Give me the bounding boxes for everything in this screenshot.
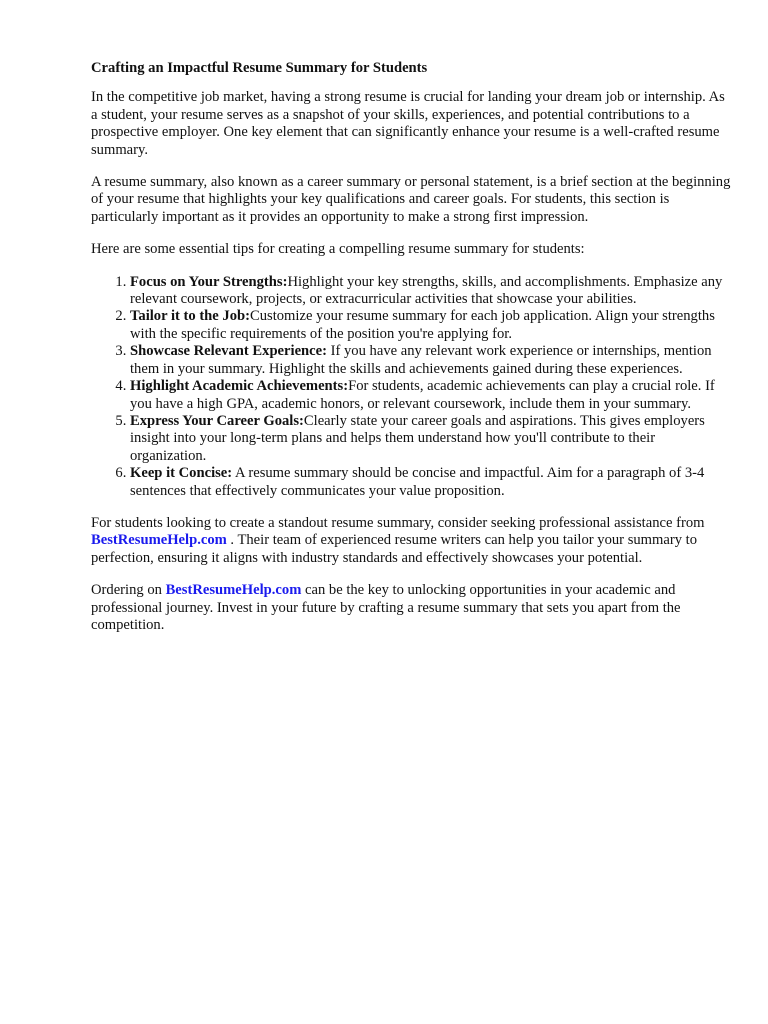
tips-intro-paragraph: Here are some essential tips for creating a compelling resume summary for students: <box>91 241 585 258</box>
closing-text-after: can be the key to unlocking opportunities in your academic and professional journey. Invest in your future by crafting a resume summary that sets you apart from the competition. <box>91 582 681 633</box>
tip-text: Customize your resume summary for each job application. Align your strengths with the specific requirements of the position you're applying for. <box>130 308 715 342</box>
bestresumehelp-link[interactable]: BestResumeHelp.com <box>165 582 302 599</box>
list-item <box>130 413 731 465</box>
tip-text: Highlight your key strengths, skills, and accomplishments. Emphasize any relevant coursework, projects, or extracurricular activities that showcase your abilities. <box>130 273 723 308</box>
tip-lead: Focus on Your Strengths: <box>130 273 288 290</box>
bestresumehelp-link[interactable]: BestResumeHelp.com <box>91 532 227 549</box>
intro-paragraph: In the competitive job market, having a strong resume is crucial for landing your dream job or internship. As a student, your resume serves as a snapshot of your skills, experiences, and potential contributions to a prospective employer. One key element that can significantly enhance your resume is a well-crafted resume summary. <box>91 89 725 158</box>
tip-text: If you have any relevant work experience or internships, mention them in your summary. Highlight the skills and achievements gained during these experiences. <box>130 343 712 377</box>
closing-paragraph <box>91 582 731 634</box>
tip-lead: Highlight Academic Achievements: <box>130 378 349 395</box>
assistance-text-after: . Their team of experienced resume writers can help you tailor your summary to perfection, ensuring it aligns with industry standards and effectively showcases your potential. <box>91 532 698 566</box>
tip-text: For students, academic achievements can play a crucial role. If you have a high GPA, academic honors, or relevant coursework, include them in your summary. <box>130 378 715 412</box>
assistance-paragraph <box>91 515 731 567</box>
document-page <box>91 60 731 649</box>
tip-text: A resume summary should be concise and impactful. Aim for a paragraph of 3-4 sentences that effectively communicates your value proposition. <box>130 465 705 499</box>
tip-text: Clearly state your career goals and aspirations. This gives employers insight into your long-term plans and helps them understand how you'll contribute to their organization. <box>130 412 705 464</box>
definition-paragraph: A resume summary, also known as a career summary or personal statement, is a brief section at the beginning of your resume that highlights your key qualifications and career goals. For students, this section is particularly important as it provides an opportunity to make a strong first impression. <box>91 174 731 225</box>
list-item <box>130 308 731 343</box>
assistance-text-before: For students looking to create a standout resume summary, consider seeking professional assistance from <box>91 514 705 531</box>
list-item <box>130 378 731 413</box>
document-title: Crafting an Impactful Resume Summary for Students <box>91 60 428 76</box>
closing-text-before: Ordering on <box>91 582 166 599</box>
tip-lead: Showcase Relevant Experience: <box>130 343 327 360</box>
list-item <box>130 274 731 309</box>
list-item <box>130 343 731 378</box>
tips-list <box>91 274 731 500</box>
tip-lead: Keep it Concise: <box>130 465 233 482</box>
list-item <box>130 465 731 500</box>
tip-lead: Tailor it to the Job: <box>130 308 250 325</box>
tip-lead: Express Your Career Goals: <box>130 412 304 429</box>
